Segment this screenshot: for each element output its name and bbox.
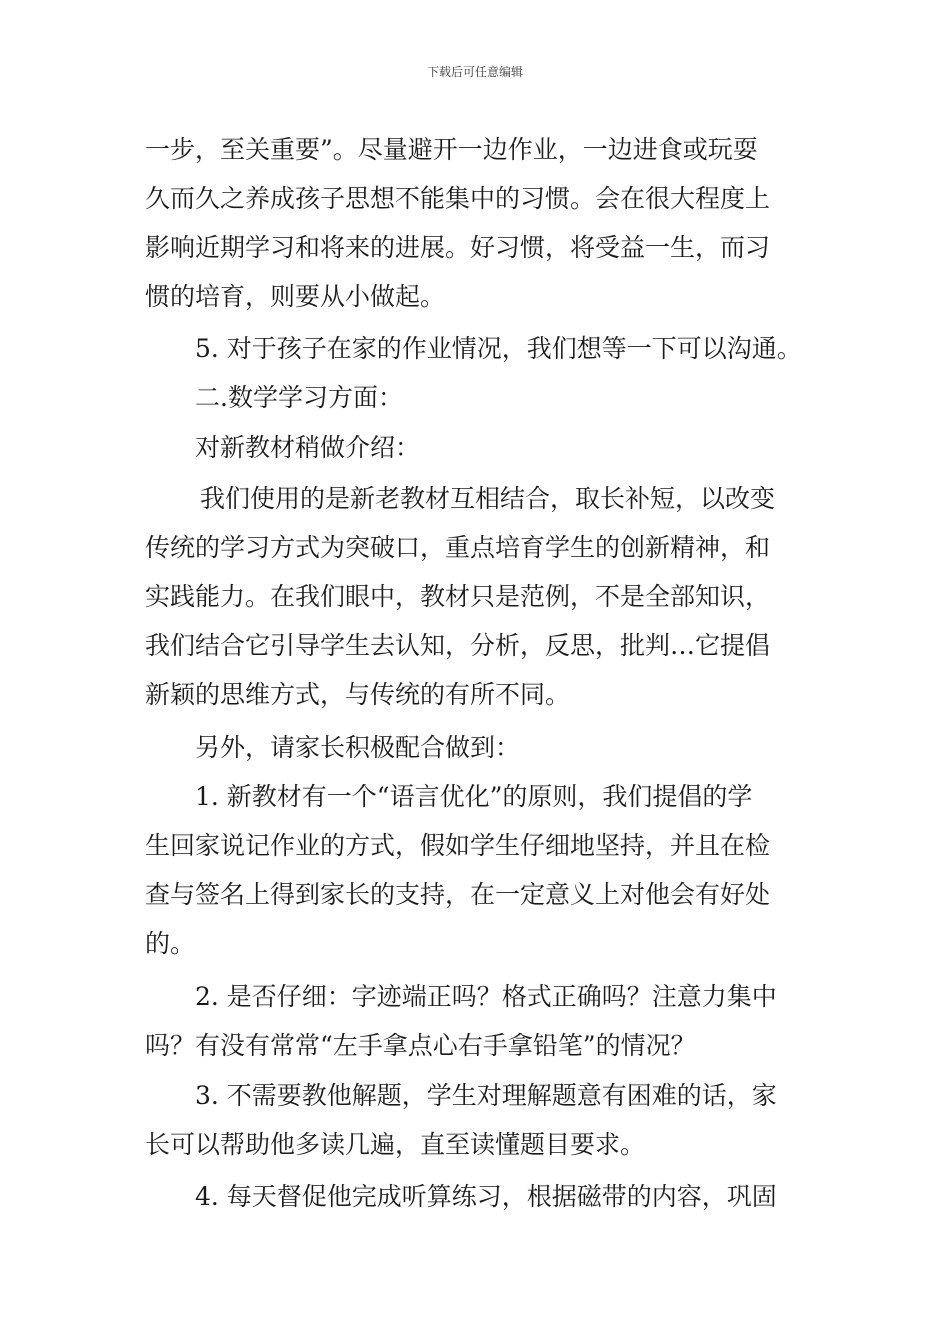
paragraph-line: 我们使用的是新老教材互相结合，取长补短，以改变 bbox=[200, 484, 776, 513]
subsection-heading: 对新教材稍做介绍： bbox=[195, 433, 421, 462]
list-item-4: 4. 每天督促他完成听算练习，根据磁带的内容，巩固 bbox=[195, 1182, 777, 1211]
paragraph-line: 生回家说记作业的方式，假如学生仔细地坚持，并且在检 bbox=[145, 831, 771, 860]
section-heading: 二.数学学习方面： bbox=[195, 383, 403, 412]
paragraph-line: 久而久之养成孩子思想不能集中的习惯。会在很大程度上 bbox=[145, 184, 771, 213]
page-header: 下载后可任意编辑 bbox=[426, 65, 523, 79]
paragraph-line: 传统的学习方式为突破口，重点培育学生的创新精神，和 bbox=[145, 533, 771, 562]
paragraph-line: 新颖的思维方式，与传统的有所不同。 bbox=[145, 680, 571, 709]
paragraph-line: 一步，至关重要”。尽量避开一边作业，一边进食或玩耍 bbox=[145, 135, 758, 164]
paragraph-line: 惯的培育，则要从小做起。 bbox=[145, 282, 446, 311]
list-item-2: 2. 是否仔细：字迹端正吗？格式正确吗？注意力集中 bbox=[195, 982, 777, 1011]
list-item-5: 5. 对于孩子在家的作业情况，我们想等一下可以沟通。 bbox=[195, 334, 802, 363]
paragraph-line: 查与签名上得到家长的支持，在一定意义上对他会有好处 bbox=[145, 880, 771, 909]
list-item-1: 1. 新教材有一个“语言优化”的原则，我们提倡的学 bbox=[195, 782, 753, 811]
paragraph-line: 吗？有没有常常“左手拿点心右手拿铅笔”的情况？ bbox=[145, 1031, 696, 1060]
list-item-3: 3. 不需要教他解题，学生对理解题意有困难的话，家 bbox=[195, 1081, 777, 1110]
paragraph-line: 另外，请家长积极配合做到： bbox=[195, 733, 521, 762]
paragraph-line: 的。 bbox=[145, 929, 196, 958]
paragraph-line: 实践能力。在我们眼中，教材只是范例，不是全部知识， bbox=[145, 582, 771, 611]
paragraph-line: 长可以帮助他多读几遍，直至读懂题目要求。 bbox=[145, 1130, 646, 1159]
paragraph-line: 影响近期学习和将来的进展。好习惯，将受益一生，而习 bbox=[145, 233, 771, 262]
paragraph-line: 我们结合它引导学生去认知，分析，反思，批判…它提倡 bbox=[145, 631, 771, 660]
